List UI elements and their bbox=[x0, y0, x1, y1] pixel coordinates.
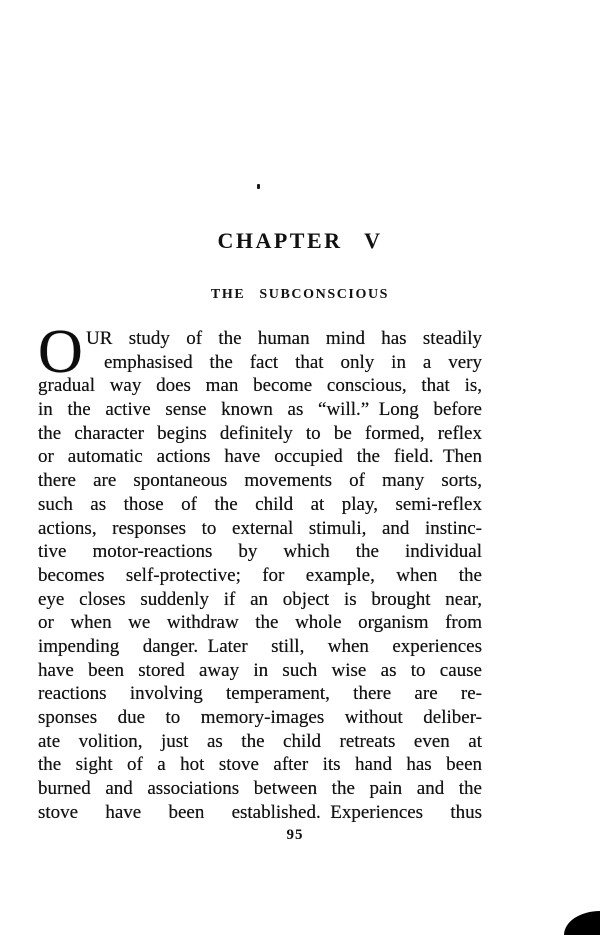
text-line: have been stored away in such wise as to cause bbox=[38, 659, 482, 681]
text-line: or automatic actions have occupied the field. Then bbox=[38, 446, 482, 468]
chapter-heading: CHAPTER V bbox=[217, 228, 383, 253]
text-line: the character begins definitely to be formed, reflex bbox=[38, 422, 482, 444]
text-line: emphasised the fact that only in a very bbox=[104, 351, 482, 373]
page-number: 95 bbox=[286, 827, 304, 843]
text-line: actions, responses to external stimuli, and instinc- bbox=[38, 517, 482, 539]
text-line: ate volition, just as the child retreats even at bbox=[38, 730, 482, 752]
text-line: stove have been established. Experiences thus bbox=[38, 801, 482, 823]
paragraph bbox=[38, 318, 482, 824]
text-line: becomes self-protective; for example, when the bbox=[38, 564, 482, 586]
text-line: UR study of the human mind has steadily bbox=[86, 328, 482, 349]
text-line: eye closes suddenly if an object is brought near, bbox=[38, 588, 482, 610]
ink-speck bbox=[257, 184, 260, 189]
text-line: burned and associations between the pain and the bbox=[38, 778, 482, 800]
text-line: or when we withdraw the whole organism from bbox=[38, 612, 482, 634]
text-line: in the active sense known as “will.” Long before bbox=[38, 399, 482, 421]
section-heading: THE SUBCONSCIOUS bbox=[210, 287, 390, 302]
text-line: the sight of a hot stove after its hand has been bbox=[38, 754, 482, 776]
drop-cap: O bbox=[38, 318, 83, 386]
scan-artifact-corner bbox=[564, 911, 600, 935]
text-line: such as those of the child at play, semi-reflex bbox=[38, 493, 482, 515]
text-line: tive motor-reactions by which the individual bbox=[38, 541, 482, 563]
text-line: there are spontaneous movements of many sorts, bbox=[38, 470, 482, 492]
text-line: impending danger. Later still, when experiences bbox=[38, 635, 482, 657]
text-line: reactions involving temperament, there are re- bbox=[38, 683, 482, 705]
text-line: sponses due to memory-images without deliber- bbox=[38, 707, 482, 728]
text-line: gradual way does man become conscious, that is, bbox=[38, 375, 482, 397]
